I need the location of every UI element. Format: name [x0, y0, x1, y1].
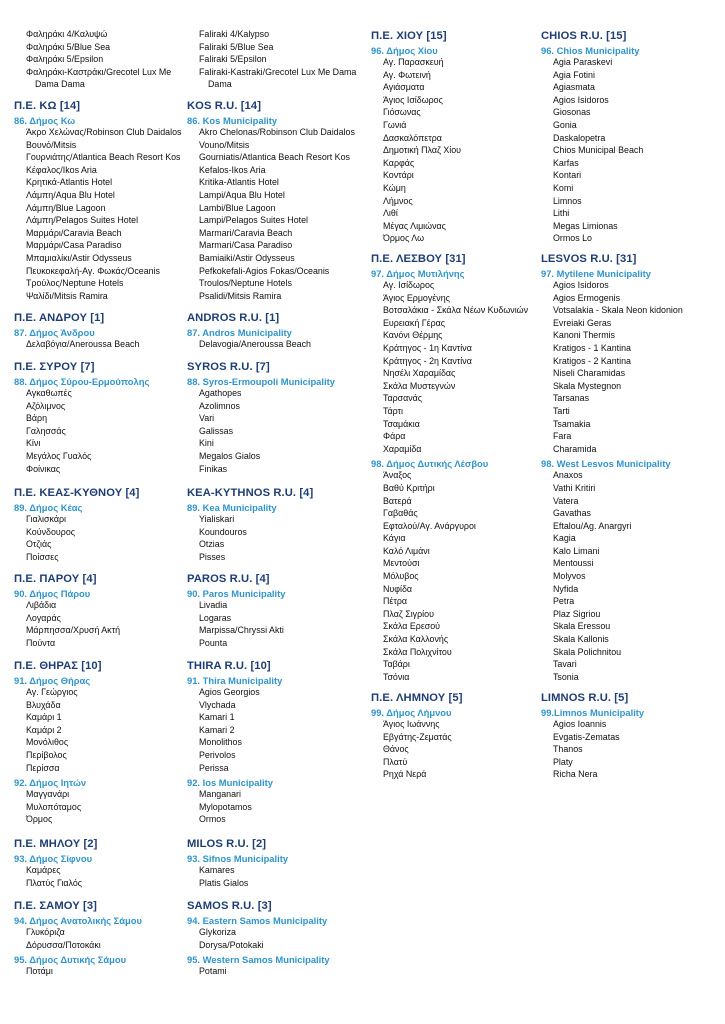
municipality-heading: 94. Δήμος Ανατολικής Σάμου — [14, 915, 142, 926]
region-heading: Π.Ε. ΑΝΔΡΟΥ [1] — [14, 312, 105, 324]
municipality-heading: 88. Syros-Ermoupoli Municipality — [187, 376, 335, 387]
municipality-heading: 88. Δήμος Σύρου-Ερμούπολης — [14, 376, 150, 387]
beach-item: Φαληράκι 5/Epsilon — [26, 54, 104, 65]
beach-item: Φάρα — [383, 431, 406, 442]
beach-item: Marpissa/Chryssi Akti — [199, 625, 284, 636]
beach-item: Κράτηγος - 1η Καντίνα — [383, 342, 472, 353]
beach-item: Molyvos — [553, 571, 586, 582]
beach-item: Vari — [199, 413, 215, 424]
beach-item: Tsamakia — [553, 418, 591, 429]
beach-item: Vlychada — [199, 699, 236, 710]
region-heading: Π.Ε. ΚΩ [14] — [14, 100, 81, 112]
beach-item: Votsalakia - Skala Neon kidonion — [553, 305, 683, 316]
beach-item: Μεντούσι — [383, 558, 420, 569]
beach-item: Azolimnos — [199, 400, 240, 411]
beach-item: Τρούλος/Neptune Hotels — [26, 278, 124, 289]
beach-item: Kratigos - 2 Kantina — [553, 355, 631, 366]
municipality-heading: 95. Western Samos Municipality — [187, 954, 330, 966]
beach-item: Komi — [553, 182, 574, 193]
beach-item: Εφταλού/Αγ. Ανάργυροι — [383, 520, 476, 531]
beach-item: Βατερά — [383, 495, 412, 506]
beach-item: Otzias — [199, 539, 225, 550]
municipality-heading: 98. West Lesvos Municipality — [541, 458, 671, 470]
beach-item: Ψαλίδι/Mitsis Ramira — [26, 290, 108, 301]
beach-item: Anaxos — [553, 470, 583, 481]
beach-item: Vouno/Mitsis — [199, 139, 250, 150]
beach-item: Karfas — [553, 157, 579, 168]
beach-item: Gavathas — [553, 508, 591, 519]
beach-item: Καμάρες — [26, 865, 61, 875]
beach-item: Kamares — [199, 865, 235, 875]
beach-item: Μυλοπόταμος — [26, 801, 82, 812]
municipality-heading: 96. Δήμος Χίου — [371, 45, 438, 56]
region-heading: Π.Ε. ΧΙΟΥ [15] — [371, 30, 447, 42]
beach-item: Skala Eressou — [553, 621, 611, 632]
region-section — [187, 487, 313, 563]
municipality-heading: 89. Kea Municipality — [187, 502, 277, 513]
beach-item: Γουρνιάτης/Atlantica Beach Resort Kos — [26, 152, 181, 163]
beach-item: Άναξος — [383, 470, 412, 481]
municipality-heading: 97. Δήμος Μυτιλήνης — [371, 268, 465, 279]
beach-item: Σκάλα Καλλονής — [383, 634, 449, 645]
beach-item: Σκάλα Πολιχνίτου — [383, 646, 452, 657]
municipality-heading: 90. Paros Municipality — [187, 588, 286, 599]
beach-item: Βοτσαλάκια - Σκάλα Νέων Κυδωνιών — [383, 305, 529, 316]
beach-item: Άγιος Ιωάννης — [383, 719, 440, 729]
beach-item: Agios Isidoros — [553, 94, 609, 105]
municipality-heading: 90. Δήμος Πάρου — [14, 588, 91, 599]
municipality-heading: 86. Kos Municipality — [187, 115, 278, 126]
beach-item: Μεγάλος Γυαλός — [26, 450, 92, 461]
beach-item: Ποίσσες — [26, 551, 59, 562]
beach-item: Βλυχάδα — [26, 699, 61, 710]
municipality-heading: 97. Mytilene Municipality — [541, 268, 651, 279]
region-heading: Π.Ε. ΜΗΛΟΥ [2] — [14, 838, 98, 850]
municipality-heading: 86. Δήμος Κω — [14, 115, 76, 126]
beach-item: Monolithos — [199, 737, 242, 748]
municipality-heading: 93. Sifnos Municipality — [187, 853, 289, 864]
beach-item: Perissa — [199, 762, 229, 773]
beach-item: Δελαβόγια/Aneroussa Beach — [26, 339, 140, 349]
region-heading: PAROS R.U. [4] — [187, 573, 270, 585]
beach-item: Φοίνικας — [26, 463, 61, 474]
beach-item: Αγιάσματα — [383, 82, 425, 93]
region-section — [14, 487, 139, 563]
municipality-heading: 95. Δήμος Δυτικής Σάμου — [14, 954, 127, 966]
beach-item: Μονόλιθος — [26, 737, 69, 748]
beach-item: Τσαμάκια — [383, 418, 420, 429]
region-heading: LESVOS R.U. [31] — [541, 253, 637, 265]
beach-item: Αγ. Φωτεινή — [383, 69, 431, 80]
beach-item: Φαληράκι-Καστράκι/Grecotel Lux Me — [26, 66, 172, 77]
beach-item: Περίσσα — [26, 762, 60, 773]
beach-item: Pefkokefali-Agios Fokas/Oceanis — [199, 265, 330, 276]
beach-item: Dama — [208, 79, 232, 90]
municipality-heading: 96. Chios Municipality — [541, 45, 640, 56]
beach-item: Γωνιά — [383, 119, 407, 130]
beach-item: Τσόνια — [383, 671, 410, 682]
beach-item: Λήμνος — [383, 195, 413, 206]
municipality-heading: 91. Δήμος Θήρας — [14, 675, 91, 686]
beach-item: Μόλυβος — [383, 571, 419, 582]
beach-item: Αγ. Γεώργιος — [26, 687, 78, 697]
beach-item: Lambi/Blue Lagoon — [199, 202, 276, 213]
beach-item: Καρφάς — [383, 157, 415, 168]
beach-item: Kontari — [553, 170, 582, 181]
beach-item: Mylopotamos — [199, 801, 252, 812]
beach-item: Evreiaki Geras — [553, 317, 612, 328]
region-section — [187, 312, 311, 351]
region-heading: Π.Ε. ΚΕΑΣ-ΚΥΘΝΟΥ [4] — [14, 487, 140, 499]
beach-item: Γαβαθάς — [383, 508, 418, 519]
beach-item: Νησέλι Χαραμίδας — [383, 368, 456, 379]
municipality-heading: 98. Δήμος Δυτικής Λέσβου — [371, 458, 489, 470]
beach-item: Petra — [553, 596, 575, 607]
region-section — [14, 100, 181, 302]
beach-item: Κοντάρι — [383, 170, 414, 181]
region-section — [187, 361, 335, 475]
beach-item: Καμάρι 2 — [26, 724, 62, 735]
region-section — [371, 253, 528, 683]
beach-item: Charamida — [553, 443, 597, 454]
region-heading: SAMOS R.U. [3] — [187, 900, 272, 912]
beach-item: Κρητικά-Atlantis Hotel — [26, 177, 113, 188]
beach-item: Plaz Sigriou — [553, 608, 601, 619]
beach-item: Agios Ermogenis — [553, 292, 621, 303]
beach-item: Ormos — [199, 814, 226, 825]
beach-item: Κέφαλος/Ikos Aria — [26, 164, 97, 175]
beach-item: Faliraki 5/Epsilon — [199, 54, 267, 65]
beach-item: Όρμος Λω — [383, 233, 425, 244]
beach-item: Manganari — [199, 789, 241, 800]
municipality-heading: 91. Thira Municipality — [187, 675, 283, 686]
municipality-heading: 94. Eastern Samos Municipality — [187, 915, 328, 926]
beach-item: Πέτρα — [383, 596, 408, 607]
region-section — [187, 660, 282, 826]
beach-item: Richa Nera — [553, 769, 598, 780]
beach-item: Agiasmata — [553, 82, 595, 93]
beach-item: Κάγια — [383, 533, 406, 544]
beach-item: Mentoussi — [553, 558, 594, 569]
beach-item: Λιβάδια — [26, 600, 57, 610]
beach-item: Kamari 1 — [199, 712, 235, 723]
municipality-heading: 87. Andros Municipality — [187, 327, 292, 338]
beach-item: Γιόσωνας — [383, 107, 421, 118]
beach-item: Faliraki 4/Kalypso — [199, 29, 270, 39]
beach-item: Αζόλιμνος — [26, 400, 66, 411]
region-section — [187, 838, 288, 889]
beach-item: Marmari/Casa Paradiso — [199, 240, 293, 251]
beach-item: Λάμπη/Aqua Blu Hotel — [26, 189, 115, 200]
beach-item: Tarsanas — [553, 393, 590, 404]
beach-item: Πλαζ Σιγρίου — [383, 608, 434, 619]
beach-item: Καμάρι 1 — [26, 712, 62, 723]
beach-item: Potami — [199, 966, 227, 977]
region-heading: LIMNOS R.U. [5] — [541, 692, 629, 704]
beach-item: Γιαλισκάρι — [26, 514, 66, 524]
region-heading: Π.Ε. ΣΥΡΟΥ [7] — [14, 361, 95, 373]
beach-item: Vathi Kritiri — [553, 482, 596, 493]
beach-item: Vatera — [553, 495, 579, 506]
beach-item: Tarti — [553, 405, 570, 416]
region-section — [371, 692, 463, 781]
beach-item: Niseli Charamidas — [553, 368, 626, 379]
beach-item: Bamiaiki/Astir Odysseus — [199, 252, 295, 263]
beach-item: Glykoriza — [199, 927, 236, 937]
beach-item: Τάρτι — [383, 405, 403, 416]
beach-item: Άγιος Ισίδωρος — [383, 94, 443, 105]
beach-item: Yialiskari — [199, 514, 235, 524]
beach-item: Πλατύ — [383, 756, 408, 767]
beach-item: Megalos Gialos — [199, 450, 261, 461]
beach-item: Άγιος Ερμογένης — [383, 292, 450, 303]
beach-item: Κράτηγος - 2η Καντίνα — [383, 355, 472, 366]
beach-item: Κώμη — [383, 182, 406, 193]
beach-item: Faliraki-Kastraki/Grecotel Lux Me Dama — [199, 66, 357, 77]
beach-item: Daskalopetra — [553, 132, 606, 143]
region-heading: KEA-KYTHNOS R.U. [4] — [187, 487, 314, 499]
beach-item: Lampi/Aqua Blu Hotel — [199, 189, 285, 200]
beach-item: Νυφίδα — [383, 583, 413, 594]
beach-item: Pisses — [199, 551, 226, 562]
beach-item: Agia Paraskevi — [553, 57, 613, 67]
beach-item: Βάρη — [26, 413, 48, 424]
beach-item: Οτζιάς — [26, 539, 52, 550]
region-heading: THIRA R.U. [10] — [187, 660, 271, 672]
beach-item: Λάμπη/Pelagos Suites Hotel — [26, 215, 139, 226]
beach-item: Skala Mystegnon — [553, 380, 622, 391]
beach-item: Κανόνι Θέρμης — [383, 330, 443, 341]
region-heading: ANDROS R.U. [1] — [187, 312, 280, 324]
beach-item: Θάνος — [383, 744, 409, 755]
beach-item: Ormos Lo — [553, 233, 592, 244]
beach-item: Πευκοκεφαλή-Αγ. Φωκάς/Oceanis — [26, 265, 160, 276]
beach-item: Fara — [553, 431, 572, 442]
beach-item: Faliraki 5/Blue Sea — [199, 41, 274, 52]
municipality-heading: 92. Δήμος Ιητών — [14, 777, 87, 789]
region-heading: Π.Ε. ΣΑΜΟΥ [3] — [14, 900, 98, 912]
beach-item: Γαλησσάς — [26, 425, 66, 436]
beach-item: Ποτάμι — [26, 966, 53, 977]
beach-item: Akro Chelonas/Robinson Club Daidalos — [199, 127, 355, 137]
beach-item: Kefalos-Ikos Aria — [199, 164, 266, 175]
beach-item: Όρμος — [26, 814, 53, 825]
beach-item: Evgatis-Zematas — [553, 731, 620, 742]
beach-item: Λάμπη/Blue Lagoon — [26, 202, 106, 213]
region-section — [14, 361, 149, 475]
beach-item: Troulos/Neptune Hotels — [199, 278, 292, 289]
beach-item: Αγκαθωπές — [26, 388, 72, 398]
beach-item: Platis Gialos — [199, 877, 249, 888]
beach-item: Φαληράκι 5/Blue Sea — [26, 41, 111, 52]
beach-item: Μαγγανάρι — [26, 789, 70, 800]
beach-item: Lithi — [553, 208, 570, 219]
beach-item: Gonia — [553, 119, 577, 130]
beach-item: Galissas — [199, 425, 234, 436]
municipality-heading: 87. Δήμος Άνδρου — [14, 327, 95, 338]
beach-item: Giosonas — [553, 107, 591, 118]
beach-item: Δόρυσσα/Ποτοκάκι — [26, 939, 101, 950]
beach-item: Agios Ioannis — [553, 719, 607, 729]
beach-item: Skala Kallonis — [553, 634, 609, 645]
beach-item: Gourniatis/Atlantica Beach Resort Kos — [199, 152, 350, 163]
beach-item: Βαθύ Κριτήρι — [383, 482, 435, 493]
beach-item: Ευρειακή Γέρας — [383, 317, 446, 328]
beach-item: Agathopes — [199, 388, 242, 398]
beach-item: Chios Municipal Beach — [553, 145, 644, 156]
beach-item: Lampi/Pelagos Suites Hotel — [199, 215, 309, 226]
beach-item: Delavogia/Aneroussa Beach — [199, 339, 311, 349]
beach-item: Φαληράκι 4/Καλυψώ — [26, 29, 108, 39]
region-heading: Π.Ε. ΛΕΣΒΟΥ [31] — [371, 253, 466, 265]
beach-item: Platy — [553, 756, 573, 767]
region-section — [14, 838, 97, 889]
region-heading: SYROS R.U. [7] — [187, 361, 270, 373]
beach-item: Καλό Λιμάνι — [383, 545, 430, 556]
beach-item: Livadia — [199, 600, 228, 610]
municipality-heading: 99. Δήμος Λήμνου — [371, 707, 452, 718]
beach-item: Ταβάρι — [383, 659, 410, 670]
municipality-heading: 93. Δήμος Σίφνου — [14, 853, 93, 864]
region-heading: Π.Ε. ΘΗΡΑΣ [10] — [14, 660, 102, 672]
beach-item: Μαρμάρι/Casa Paradiso — [26, 240, 122, 251]
beach-item: Nyfida — [553, 583, 579, 594]
beach-item: Μέγας Λιμιώνας — [383, 220, 446, 231]
beach-item: Dorysa/Potokaki — [199, 939, 264, 950]
municipality-heading: 99.Limnos Municipality — [541, 707, 645, 718]
municipality-heading: 89. Δήμος Κέας — [14, 502, 83, 513]
region-section — [187, 573, 285, 649]
beach-item: Γλυκόριζα — [26, 927, 65, 937]
beach-item: Μαρμάρι/Caravia Beach — [26, 227, 122, 238]
region-section — [371, 30, 461, 245]
beach-item: Kanoni Thermis — [553, 330, 615, 341]
region-section — [14, 573, 120, 649]
region-section — [541, 30, 643, 245]
beach-item: Psalidi/Mitsis Ramira — [199, 290, 282, 301]
beach-item: Tsonia — [553, 671, 579, 682]
beach-item: Megas Limionas — [553, 220, 618, 231]
beach-item: Logaras — [199, 612, 232, 623]
beach-item: Pounta — [199, 637, 228, 648]
beach-item: Εβγάτης-Ζεματάς — [383, 731, 452, 742]
region-section — [187, 900, 330, 978]
beach-item: Λογαράς — [26, 612, 61, 623]
beach-item: Άκρο Χελώνας/Robinson Club Daidalos — [26, 127, 182, 137]
region-heading: CHIOS R.U. [15] — [541, 30, 627, 42]
beach-item: Dama Dama — [35, 79, 85, 90]
beach-item: Μπαμιαλίκι/Astir Odysseus — [26, 252, 132, 263]
region-section — [541, 692, 644, 781]
beach-item: Skala Polichnitou — [553, 646, 622, 657]
beach-item: Αγ. Ισίδωρος — [383, 280, 435, 290]
beach-item: Thanos — [553, 744, 583, 755]
region-section — [14, 900, 142, 978]
region-section — [187, 28, 356, 91]
beach-item: Finikas — [199, 463, 228, 474]
beach-item: Σκάλα Ερεσού — [383, 621, 441, 632]
beach-item: Δασκαλόπετρα — [383, 132, 442, 143]
beach-item: Agios Georgios — [199, 687, 260, 697]
beach-item: Limnos — [553, 195, 582, 206]
beach-item: Agios Isidoros — [553, 280, 609, 290]
beach-item: Δημοτική Πλαζ Χίου — [383, 145, 462, 156]
beach-item: Kritika-Atlantis Hotel — [199, 177, 279, 188]
beach-item: Ταρσανάς — [383, 393, 423, 404]
municipality-heading: 92. Ios Municipality — [187, 777, 273, 789]
beach-item: Kratigos - 1 Kantina — [553, 342, 631, 353]
beach-item: Kamari 2 — [199, 724, 235, 735]
beach-item: Αγ. Παρασκευή — [383, 57, 444, 67]
beach-item: Χαραμίδα — [383, 443, 422, 454]
beach-item: Kalo Limani — [553, 545, 600, 556]
region-section — [541, 253, 683, 683]
region-heading: MILOS R.U. [2] — [187, 838, 267, 850]
beach-item: Λιθί — [383, 208, 398, 219]
beach-item: Κίνι — [26, 438, 41, 449]
beach-item: Marmari/Caravia Beach — [199, 227, 293, 238]
region-heading: Π.Ε. ΠΑΡΟΥ [4] — [14, 573, 97, 585]
beach-item: Kagia — [553, 533, 576, 544]
region-heading: Π.Ε. ΛΗΜΝΟΥ [5] — [371, 692, 463, 704]
beach-item: Περίβολος — [26, 749, 67, 760]
beach-item: Πούντα — [26, 637, 56, 648]
beach-item: Πλατύς Γιαλός — [26, 877, 83, 888]
beach-item: Kini — [199, 438, 214, 449]
region-section — [187, 100, 355, 302]
beach-item: Κούνδουρος — [26, 526, 76, 537]
beach-item: Βουνό/Mitsis — [26, 139, 77, 150]
beach-item: Agia Fotini — [553, 69, 595, 80]
beach-item: Koundouros — [199, 526, 247, 537]
beach-item: Μάρπησσα/Χρυσή Ακτή — [26, 625, 121, 636]
region-heading: KOS R.U. [14] — [187, 100, 262, 112]
region-section — [14, 660, 102, 826]
beach-item: Σκάλα Μυστεγνών — [383, 380, 456, 391]
beach-item: Tavari — [553, 659, 577, 670]
region-section — [14, 312, 139, 351]
beach-item: Ρηχά Νερά — [383, 769, 427, 780]
beach-item: Eftalou/Ag. Anargyri — [553, 520, 632, 531]
region-section — [14, 28, 171, 91]
beach-item: Perivolos — [199, 749, 236, 760]
